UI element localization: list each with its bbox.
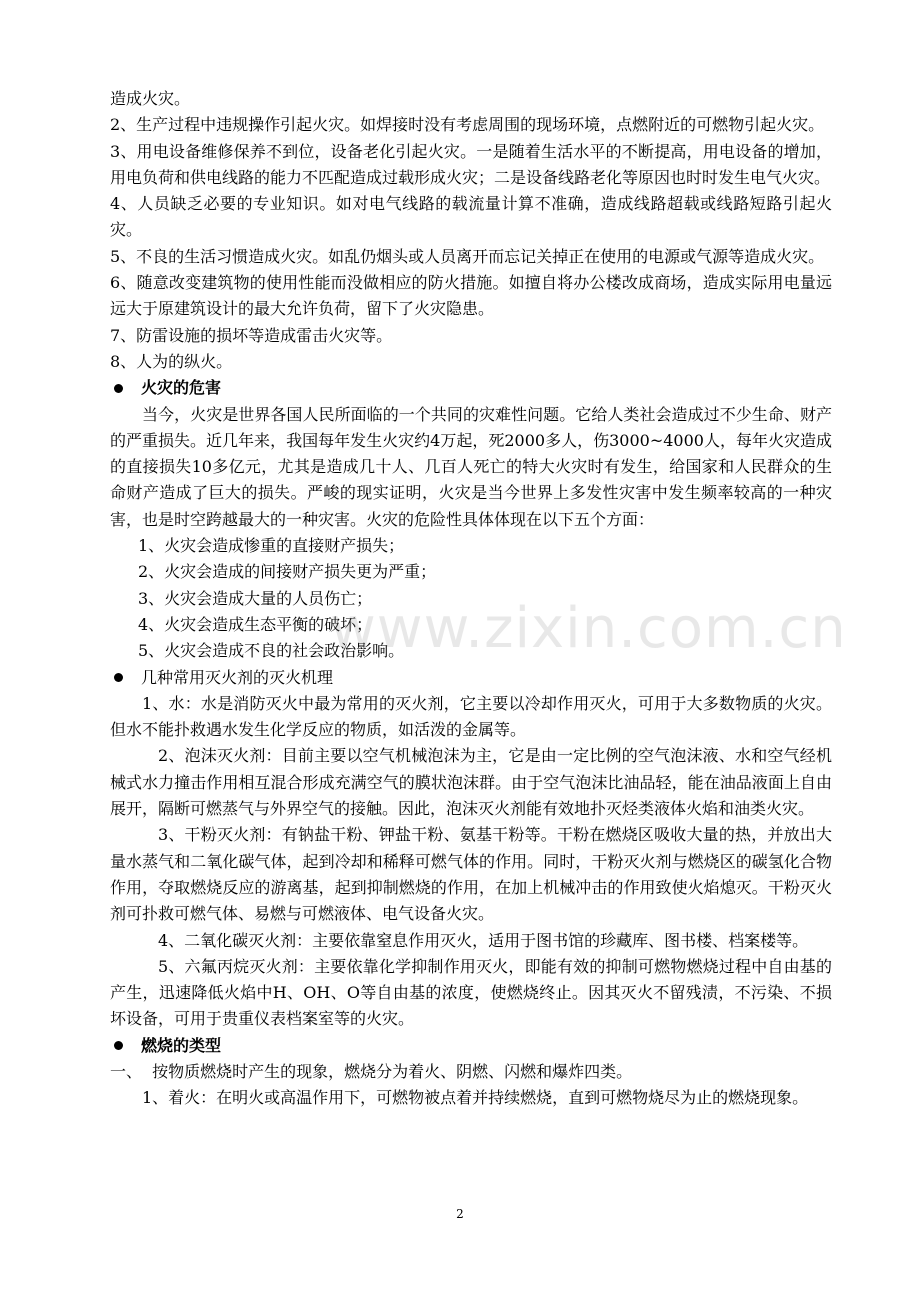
bullet-icon [114, 673, 123, 682]
paragraph: 7、防雷设施的损坏等造成雷击火灾等。 [110, 325, 393, 345]
list-item: 1、火灾会造成惨重的直接财产损失； [138, 536, 405, 556]
paragraph: 6、随意改变建筑物的使用性能而没做相应的防火措施。如擅自将办公楼改成商场，造成实际用电量远远大于原建筑设计的最大允许负荷，留下了火灾隐患。 [110, 273, 832, 319]
paragraph: 5、六氟丙烷灭火剂：主要依靠化学抑制作用灭火，即能有效的抑制可燃物燃烧过程中自由基的产生，迅速降低火焰中H、OH、O等自由基的浓度，使燃烧终止。因其灭火不留残渍，不污染、不损坏设备，可用于贵重仪表档案室等的火灾。 [110, 956, 832, 1029]
paragraph: 8、人为的纵火。 [110, 351, 233, 371]
list-item: 2、火灾会造成的间接财产损失更为严重； [138, 562, 437, 582]
list-item: 4、火灾会造成生态平衡的破坏； [138, 614, 373, 634]
paragraph: 2、泡沫灭火剂：目前主要以空气机械泡沫为主，它是由一定比例的空气泡沫液、水和空气经机械式水力撞击作用相互混合形成充满空气的膜状泡沫群。由于空气泡沫比油品轻，能在油品液面上自由展开，隔断可燃蒸气与外界空气的接触。因此，泡沫灭火剂能有效地扑灭烃类液体火焰和油类火灾。 [110, 746, 832, 819]
paragraph: 2、生产过程中违规操作引起火灾。如焊接时没有考虑周围的现场环境，点燃附近的可燃物引起火灾。 [110, 115, 825, 135]
paragraph: 一、 按物质燃烧时产生的现象，燃烧分为着火、阴燃、闪燃和爆炸四类。 [110, 1061, 633, 1081]
paragraph: 3、用电设备维修保养不到位，设备老化引起火灾。一是随着生活水平的不断提高，用电设备的增加，用电负荷和供电线路的能力不匹配造成过载形成火灾；二是设备线路老化等原因也时时发生电气火灾。 [110, 141, 832, 187]
section-heading-text: 燃烧的类型 [141, 1035, 222, 1055]
section-heading-agents [110, 665, 832, 691]
bullet-icon [114, 384, 123, 393]
section-heading-text: 火灾的危害 [141, 378, 222, 398]
paragraph: 1、水：水是消防灭火中最为常用的灭火剂，它主要以冷却作用灭火，可用于大多数物质的火灾。但水不能扑救遇水发生化学反应的物质，如活泼的金属等。 [110, 693, 832, 740]
paragraph: 1、着火：在明火或高温作用下，可燃物被点着并持续燃烧，直到可燃物烧尽为止的燃烧现象。 [142, 1088, 809, 1108]
paragraph: 当今，火灾是世界各国人民所面临的一个共同的灾难性问题。它给人类社会造成过不少生命、财产的严重损失。近几年来，我国每年发生火灾约4万起，死2000多人，伤3000~4000人，每年火灾造成的直接损失10多亿元，尤其是造成几十人、几百人死亡的特大火灾时有发生，给国家和人民群众的生命财产造成了巨大的损失。严峻的现实证明，火灾是当今世界上多发性灾害中发生频率较高的一种灾害，也是时空跨越最大的一种灾害。火灾的危险性具体体现在以下五个方面： [110, 404, 832, 529]
list-item: 5、火灾会造成不良的社会政治影响。 [138, 641, 405, 661]
section-heading-hazard [110, 375, 832, 401]
section-heading-combustion [110, 1033, 832, 1059]
paragraph: 4、人员缺乏必要的专业知识。如对电气线路的载流量计算不准确，造成线路超载或线路短路引起火灾。 [110, 194, 832, 240]
section-heading-text: 几种常用灭火剂的灭火机理 [141, 667, 334, 687]
paragraph: 4、二氧化碳灭火剂：主要依靠窒息作用灭火，适用于图书馆的珍藏库、图书楼、档案楼等。 [158, 930, 809, 950]
paragraph: 5、不良的生活习惯造成火灾。如乱仍烟头或人员离开而忘记关掉正在使用的电源或气源等造成火灾。 [110, 246, 825, 266]
watermark: www.zixin.com.cn [330, 596, 847, 661]
list-item: 3、火灾会造成大量的人员伤亡； [138, 588, 373, 608]
paragraph: 3、干粉灭火剂：有钠盐干粉、钾盐干粉、氨基干粉等。干粉在燃烧区吸收大量的热，并放出大量水蒸气和二氧化碳气体，起到冷却和稀释可燃气体的作用。同时，干粉灭火剂与燃烧区的碳氢化合物作用，夺取燃烧反应的游离基，起到抑制燃烧的作用，在加上机械冲击的作用致使火焰熄灭。干粉灭火剂可扑救可燃气体、易燃与可燃液体、电气设备火灾。 [110, 825, 832, 924]
paragraph: 造成火灾。 [110, 89, 191, 108]
bullet-icon [114, 1041, 123, 1050]
page-number: 2 [456, 1207, 464, 1221]
document-body [110, 86, 832, 1112]
